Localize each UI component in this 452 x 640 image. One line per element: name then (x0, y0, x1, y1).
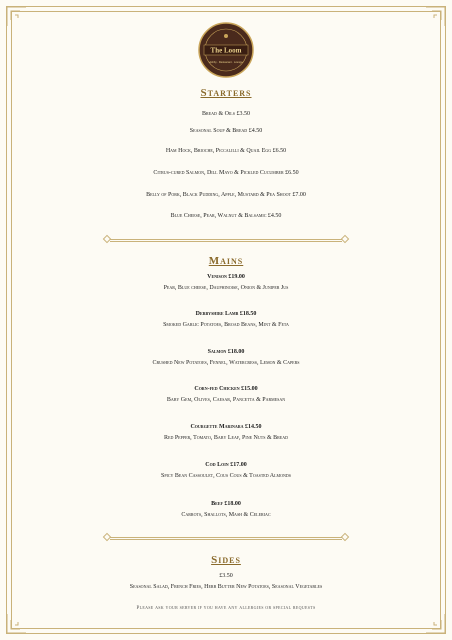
starter-item: Citrus-cured Salmon, Dill Mayo & Pickled Cucumber £6.50 (153, 170, 299, 176)
section-divider (104, 236, 348, 244)
main-item-name: Cod Loin £17.00 (205, 462, 247, 468)
logo-name: The Loom (210, 46, 242, 55)
main-item-desc: Carrots, Shallots, Mash & Celeriac (181, 512, 271, 518)
main-item-desc: Smoked Garlic Potatoes, Broad Beans, Mint & Feta (163, 322, 289, 328)
restaurant-logo (198, 22, 254, 78)
logo-tagline: Ashby · Restaurant · Lounge (209, 61, 243, 64)
main-item-desc: Red Pepper, Tomato, Baby Leaf, Pine Nuts & Bread (164, 435, 288, 441)
main-item-name: Beef £18.00 (211, 501, 241, 507)
main-item-desc: Pear, Blue cheese, Dauphinoise, Onion & Juniper Jus (163, 285, 289, 291)
main-item-name: Venison £19.00 (207, 274, 245, 280)
section-divider (104, 534, 348, 542)
sides-items: Seasonal Salad, French Fries, Herb Butter New Potatoes, Seasonal Vegetables (129, 584, 323, 590)
main-item-desc: Crushed New Potatoes, Fennel, Watercress, Lemon & Capers (152, 360, 300, 366)
starter-item: Blue Cheese, Pear, Walnut & Balsamic £4.50 (170, 213, 282, 219)
main-item-name: Corn-fed Chicken £15.00 (194, 386, 258, 392)
mains-heading: Mains (208, 255, 244, 267)
sides-price: £3.50 (219, 573, 233, 579)
starter-item: Bread & Oils £3.50 (202, 111, 250, 117)
main-item-name: Salmon £18.00 (207, 349, 245, 355)
sides-heading: Sides (211, 554, 241, 566)
main-item-desc: Spicy Bean Cassoulet, Cous Cous & Toasted Almonds (160, 473, 292, 479)
starter-item: Ham Hock, Brioche, Piccalilli & Quail Egg £6.50 (165, 148, 287, 154)
main-item-name: Derbyshire Lamb £18.50 (195, 311, 257, 317)
allergy-notice: Please ask your server if you have any allergies or special requests (136, 606, 316, 611)
starter-item: Seasonal Soup & Bread £4.50 (189, 128, 263, 134)
main-item-name: Courgette Marinara £14.50 (190, 424, 262, 430)
main-item-desc: Baby Gem, Olives, Caesar, Pancetta & Parmesan (166, 397, 286, 403)
starters-heading: Starters (200, 87, 252, 99)
starter-item: Belly of Pork, Black Pudding, Apple, Mustard & Pea Shoot £7.00 (146, 192, 306, 198)
